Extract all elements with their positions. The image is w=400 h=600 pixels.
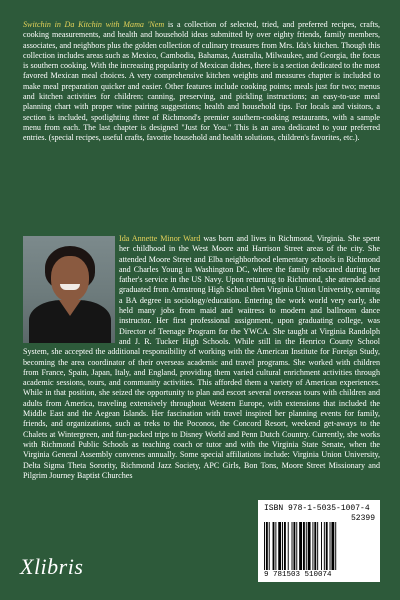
isbn-number: ISBN 978-1-5035-1007-4: [264, 504, 370, 513]
photo-spacer: [23, 234, 119, 344]
publisher-logo: Xlibris: [20, 554, 84, 579]
barcode-digits: 9 781503 510074: [264, 571, 332, 579]
description-text: is a collection of selected, tried, and preferred recipes, crafts, cooking measurements, and health and household ideas submitted by over eighty friends, family members, associates, and neighbors plus the golden collection of culinary treasures from Mrs. Ida's kitchen. Though this collection includes areas such as Mexico, Cambodia, Bahamas, Australia, Milwaukee, and Georgia, the focus is southern cooking. With the increasing popularity of Mexican dishes, there is a section dedicated to the most favored Mexican meal choices. A very comprehensive kitchen weights and measures chapter is included to make meal preparation quicker and easier. Other features include cooking points; meals just for two; menus and kitchen activities for children; canning, preserving, and pickling instructions; an easy-to-use meal planning chart with proper wine pairing suggestions; health and household tips. For locals and visitors, a section is included, spotlighting three of Richmond's premier southern-cooking restaurants, with a sample menu from each. The last chapter is designed "Just for You." This is an area dedicated to your preferred entries. (special recipes, useful crafts, favorite household and health solutions, children's favorites, etc.).: [23, 20, 380, 143]
author-name: Ida Annette Minor Ward: [119, 234, 201, 243]
author-bio: [23, 234, 380, 481]
isbn-barcode: [258, 500, 380, 582]
price-code: 52399: [350, 514, 375, 523]
book-title: Switchin in Da Kitchin with Mama 'Nem: [23, 20, 165, 29]
bio-text: was born and lives in Richmond, Virginia. She spent her childhood in the West Moore and Harrison Street areas of the city. She attended Moore Street and Elba neighborhood elementary schools in Richmond and Charles Young in Washington DC, where the family relocated during her father's service in the US Navy. Upon returning to Richmond, she attended and graduated from Armstrong High School then Virginia Union University, earning a BA degree in sociology/education. Entering the work world very early, she held many jobs from maid and waitress to modern and ballroom dance instructor. Her first professional assignment, upon graduating college, was Director of Teenage Program for the YWCA. She taught at Virginia Randolph and J. R. Tucker High Schools. While still in the Henrico County School System, she accepted the additional responsibility of working with the American Institute for Foreign Study, becoming the area coordinator of their overseas academic and travel programs. She worked with children from France, Spain, Japan, Italy, and England, providing them varied cultural enrichment activities through academic sessions, tours, and community activities. This afforded them a variety of American experiences. While in that position, she seized the opportunity to plan and escort several overseas tours with children and adults from America, traveling extensively throughout Western Europe, with extensions that included the Middle East and the Aegean Islands. Her fascination with travel inspired her planning events for family, friends, and organizations, such as treks to the Poconos, the Concord Resort, weekend get-aways to the Chalets at Wintergreen, and fun-packed trips to Disney World and Penn Dutch Country. Currently, she works with Richmond Public Schools as teaching coach or tutor and with the Virginia State Senate, when the Virginia General Assembly convenes annually. Some special affiliations include: Virginia Union University, Delta Sigma Theta Sorority, Richmond Jazz Society, APC Girls, Bon Tons, Moore Street Missionary and Pilgrim Journey Baptist Churches: [23, 234, 380, 480]
book-description: [23, 20, 380, 144]
barcode-bars: [264, 522, 376, 570]
